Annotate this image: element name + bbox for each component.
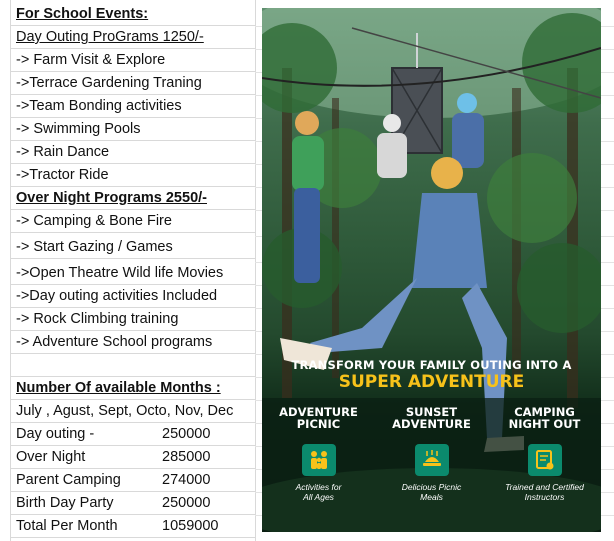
caption-line: Trained and Certified — [505, 482, 584, 492]
caption-line: Delicious Picnic — [401, 482, 462, 492]
sheet-row[interactable] — [10, 285, 255, 308]
feature-title-line: PICNIC — [296, 417, 341, 431]
feature-camping-night-title — [488, 406, 601, 430]
sheet-row[interactable] — [10, 308, 255, 331]
cell-text: ->Open Theatre Wild life Movies — [16, 265, 224, 281]
cell-text: -> Farm Visit & Explore — [16, 52, 166, 68]
total-row[interactable] — [10, 423, 255, 446]
sheet-row[interactable] — [10, 141, 255, 164]
poster-headline-line1: TRANSFORM YOUR FAMILY OUTING INTO A — [291, 358, 572, 372]
sheet-row[interactable] — [10, 354, 255, 377]
total-row[interactable] — [10, 492, 255, 515]
sheet-row[interactable] — [10, 187, 255, 210]
cell-text: -> Adventure School programs — [16, 334, 213, 350]
meal-icon — [415, 444, 449, 476]
total-value: 250000 — [162, 426, 211, 442]
cell-text: ->Day outing activities Included — [16, 288, 218, 304]
cell-text: -> Camping & Bone Fire — [16, 213, 172, 229]
caption-line: Instructors — [524, 492, 565, 502]
adventure-poster — [262, 8, 601, 532]
total-value: 250000 — [162, 495, 211, 511]
sheet-row[interactable] — [10, 95, 255, 118]
feature-title-line: ADVENTURE — [279, 405, 358, 419]
caption-line: Meals — [420, 492, 443, 502]
caption-line: All Ages — [303, 492, 334, 502]
feature-title-line: SUNSET — [405, 405, 458, 419]
total-row[interactable] — [10, 469, 255, 492]
total-label: Over Night — [16, 449, 86, 465]
sheet-row[interactable] — [10, 377, 255, 400]
cell-text: Over Night Programs 2550/- — [16, 190, 207, 206]
sheet-row[interactable] — [10, 118, 255, 141]
sheet-row[interactable] — [10, 262, 255, 285]
caption-line: Activities for — [295, 482, 342, 492]
sheet-row[interactable] — [10, 210, 255, 233]
cell-text: For School Events: — [16, 6, 149, 22]
feature-title-line: ADVENTURE — [392, 417, 471, 431]
feature-adventure-picnic-title — [262, 406, 375, 430]
feature-caption-meals — [375, 482, 488, 502]
sheet-row[interactable] — [10, 331, 255, 354]
feature-title-line: CAMPING — [514, 405, 575, 419]
total-label: Day outing - — [16, 426, 95, 442]
cell-text: -> Start Gazing / Games — [16, 239, 173, 255]
family-icon — [302, 444, 336, 476]
total-label: Total Per Month — [16, 518, 118, 534]
total-row[interactable] — [10, 446, 255, 469]
cell-text: Day Outing ProGrams 1250/- — [16, 29, 204, 45]
poster-headline-line2: SUPER ADVENTURE — [338, 372, 525, 392]
cell-text: ->Terrace Gardening Traning — [16, 75, 202, 91]
sheet-row[interactable] — [10, 26, 255, 49]
feature-sunset-adventure-title — [375, 406, 488, 430]
sheet-row[interactable] — [10, 49, 255, 72]
total-value: 274000 — [162, 472, 211, 488]
total-row[interactable] — [10, 515, 255, 538]
sheet-row[interactable] — [10, 236, 255, 259]
cell-text: Number Of available Months : — [16, 380, 221, 396]
certificate-icon — [528, 444, 562, 476]
cell-text: -> Swimming Pools — [16, 121, 141, 137]
feature-caption-ages — [262, 482, 375, 502]
sheet-row[interactable] — [10, 164, 255, 187]
feature-title-line: NIGHT OUT — [508, 417, 581, 431]
total-label: Birth Day Party — [16, 495, 114, 511]
cell-text: July , Agust, Sept, Octo, Nov, Dec — [16, 403, 234, 419]
cell-text: ->Team Bonding activities — [16, 98, 182, 114]
cell-text: -> Rain Dance — [16, 144, 110, 160]
cell-text: -> Rock Climbing training — [16, 311, 179, 327]
sheet-row[interactable] — [10, 72, 255, 95]
feature-caption-instructors — [488, 482, 601, 502]
sheet-row[interactable] — [10, 400, 255, 423]
total-value: 1059000 — [162, 518, 219, 534]
cell-text: ->Tractor Ride — [16, 167, 109, 183]
total-label: Parent Camping — [16, 472, 121, 488]
total-value: 285000 — [162, 449, 211, 465]
sheet-row[interactable] — [10, 3, 255, 26]
